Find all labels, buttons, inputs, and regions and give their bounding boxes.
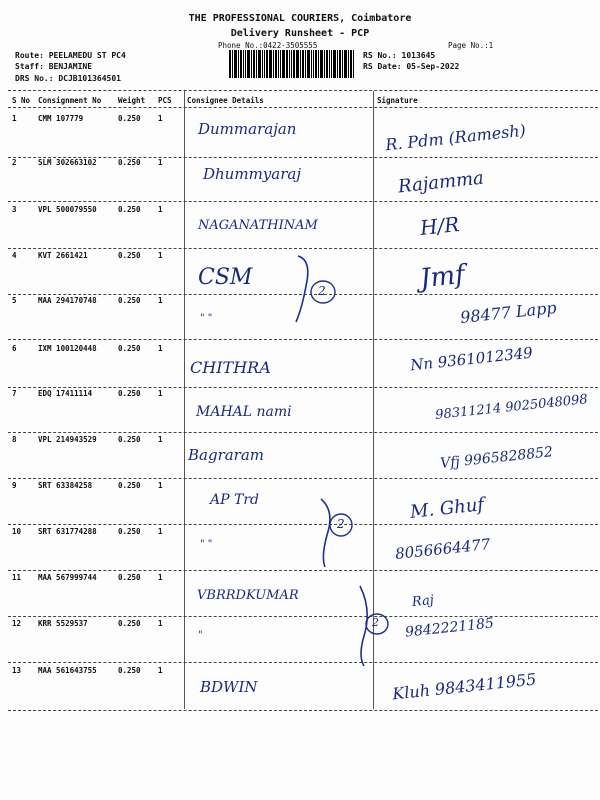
row-consignment-no: VPL 500079550 [38, 205, 97, 214]
row-consignment-no: KVT 2661421 [38, 251, 88, 260]
row-consignment-no: MAA 567999744 [38, 573, 97, 582]
row-consignee-handwriting: Dummarajan [198, 120, 297, 138]
row-weight: 0.250 [118, 296, 141, 305]
row-consignment-no: IXM 100120448 [38, 344, 97, 353]
row-signature-handwriting: M. Ghuf [409, 494, 486, 523]
rs-date: RS Date: 05-Sep-2022 [363, 62, 460, 71]
row-divider [8, 478, 598, 479]
row-signature-handwriting: 98477 Lapp [459, 298, 558, 327]
row-signature-handwriting: R. Pdm (Ramesh) [384, 120, 527, 155]
row-pcs: 1 [158, 619, 163, 628]
row-signature-handwriting: Nn 9361012349 [409, 343, 534, 375]
header-bottom-rule [8, 107, 598, 108]
row-sno: 8 [12, 435, 17, 444]
row-pcs: 1 [158, 158, 163, 167]
col-signature: Signature [377, 96, 418, 105]
row-sno: 1 [12, 114, 17, 123]
col-sno: S No [12, 96, 31, 105]
col-consignment: Consignment No [38, 96, 102, 105]
row-sno: 12 [12, 619, 22, 628]
row-weight: 0.250 [118, 251, 141, 260]
row-weight: 0.250 [118, 435, 141, 444]
group-mark-rows-4-5: 2 [318, 284, 326, 298]
row-signature-handwriting: Vfj 9965828852 [439, 444, 554, 472]
row-consignment-no: VPL 214943529 [38, 435, 97, 444]
row-sno: 11 [12, 573, 22, 582]
row-divider [8, 387, 598, 388]
row-weight: 0.250 [118, 158, 141, 167]
row-consignment-no: EDQ 17411114 [38, 389, 93, 398]
row-sno: 2 [12, 158, 17, 167]
row-sno: 13 [12, 666, 22, 675]
row-sno: 10 [12, 527, 22, 536]
row-divider [8, 248, 598, 249]
row-weight: 0.250 [118, 344, 141, 353]
rs-number: RS No.: 1013645 [363, 51, 436, 60]
row-sno: 4 [12, 251, 17, 260]
row-consignment-no: SRT 631774288 [38, 527, 97, 536]
group-mark-rows-11-12: 2 [372, 616, 379, 629]
row-consignment-no: SRT 63384258 [38, 481, 93, 490]
document-title: THE PROFESSIONAL COURIERS, Coimbatore [188, 13, 412, 24]
page-number: Page No.:1 [448, 41, 494, 50]
row-consignee-handwriting: CHITHRA [190, 358, 271, 377]
row-sno: 6 [12, 344, 17, 353]
row-consignee-handwriting: " " [200, 539, 213, 550]
document-subtitle: Delivery Runsheet - PCP [230, 28, 370, 39]
phone-number: Phone No.:0422-3505555 [218, 41, 318, 50]
header-top-rule [8, 90, 598, 91]
row-pcs: 1 [158, 666, 163, 675]
row-pcs: 1 [158, 251, 163, 260]
row-weight: 0.250 [118, 205, 141, 214]
row-sno: 7 [12, 389, 17, 398]
route-label: Route: PEELAMEDU ST PC4 [15, 51, 126, 60]
row-signature-handwriting: 8056664477 [394, 535, 492, 563]
row-consignment-no: MAA 561643755 [38, 666, 97, 675]
col-consignee: Consignee Details [187, 96, 264, 105]
row-signature-handwriting: Raj [411, 592, 435, 611]
row-consignee-handwriting: NAGANATHINAM [198, 218, 318, 233]
row-pcs: 1 [158, 296, 163, 305]
row-divider [8, 339, 598, 340]
row-weight: 0.250 [118, 527, 141, 536]
row-consignee-handwriting: VBRRDKUMAR [197, 588, 299, 603]
table-bottom-rule [8, 710, 598, 711]
row-divider [8, 616, 598, 617]
row-sno: 5 [12, 296, 17, 305]
row-consignee-handwriting: MAHAL nami [196, 404, 292, 420]
row-signature-handwriting: 9842221185 [404, 615, 495, 641]
row-pcs: 1 [158, 114, 163, 123]
row-divider [8, 432, 598, 433]
row-pcs: 1 [158, 481, 163, 490]
row-consignment-no: SLM 302663102 [38, 158, 97, 167]
row-weight: 0.250 [118, 389, 141, 398]
row-pcs: 1 [158, 435, 163, 444]
row-weight: 0.250 [118, 481, 141, 490]
row-weight: 0.250 [118, 666, 141, 675]
row-pcs: 1 [158, 573, 163, 582]
barcode [229, 50, 354, 78]
row-signature-handwriting: H/R [418, 212, 461, 240]
row-signature-handwriting: Kluh 9843411955 [391, 669, 538, 704]
staff-label: Staff: BENJAMINE [15, 62, 93, 71]
row-consignee-handwriting: AP Trd [210, 492, 259, 508]
row-signature-handwriting: Jmf [418, 259, 467, 295]
row-sno: 3 [12, 205, 17, 214]
col-pcs: PCS [158, 96, 172, 105]
row-consignment-no: KRR 5529537 [38, 619, 88, 628]
drs-number: DRS No.: DCJB101364501 [15, 74, 121, 83]
row-consignee-handwriting: Bagraram [188, 446, 265, 464]
row-pcs: 1 [158, 527, 163, 536]
row-signature-handwriting: Rajamma [397, 167, 485, 198]
row-pcs: 1 [158, 389, 163, 398]
row-consignment-no: MAA 294170748 [38, 296, 97, 305]
row-weight: 0.250 [118, 573, 141, 582]
bracket-scribble-rows-9-10 [315, 495, 375, 575]
row-divider [8, 201, 598, 202]
row-consignee-handwriting: Dhummyaraj [203, 165, 301, 183]
row-divider [8, 570, 598, 571]
row-divider [8, 524, 598, 525]
row-consignee-handwriting: CSM [198, 265, 253, 290]
row-consignee-handwriting: " " [200, 313, 213, 324]
row-weight: 0.250 [118, 114, 141, 123]
row-consignment-no: CMM 107779 [38, 114, 84, 123]
row-consignee-handwriting: BDWIN [200, 678, 258, 696]
row-divider [8, 662, 598, 663]
row-weight: 0.250 [118, 619, 141, 628]
row-consignee-handwriting: " [198, 630, 203, 641]
row-signature-handwriting: 98311214 9025048098 [434, 392, 589, 423]
row-pcs: 1 [158, 344, 163, 353]
row-sno: 9 [12, 481, 17, 490]
group-mark-rows-9-10: 2 [337, 517, 345, 531]
row-pcs: 1 [158, 205, 163, 214]
col-weight: Weight [118, 96, 146, 105]
